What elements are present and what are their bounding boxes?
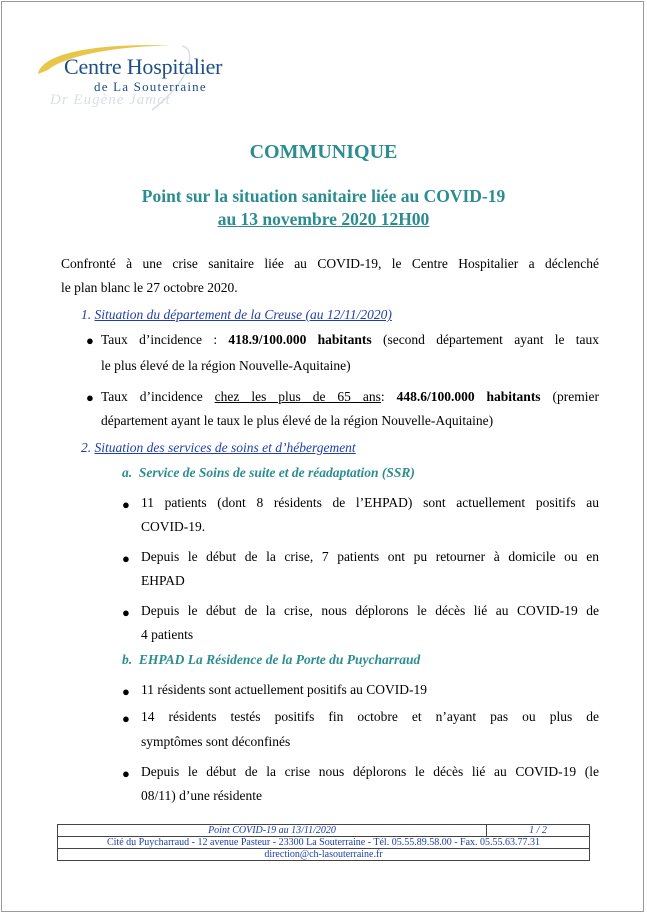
ehpad-item3-line1: Depuis le début de la crise nous déplorons le décès lié au COVID-19 (le [141,764,599,779]
logo-signature: Dr Eugène Jamot [50,92,171,108]
logo-location: de La Souterraine [94,79,207,94]
section1-heading [81,307,392,323]
ehpad-item1-line1: 11 résidents sont actuellement positifs au COVID-19 [141,682,427,697]
intro-line1: Confronté à une crise sanitaire liée au COVID-19, le Centre Hospitalier a déclenché [61,256,599,271]
hospital-logo [32,40,232,115]
footer-address: Cité du Puycharraud - 12 avenue Pasteur - 23300 La Souterraine - Tél. 05.55.89.58.00 - Fax. 05.55.63.77.31 [58,837,590,849]
intro-line2: le plan blanc le 27 octobre 2020. [61,280,238,295]
bullet-dot: ● [122,766,130,781]
logo-name: Centre Hospitalier [64,54,223,79]
bullet-dot: ● [122,605,130,620]
bullet-dot: ● [86,390,94,405]
bullet-dot: ● [122,551,130,566]
ssr-item2-line2: EHPAD [141,573,185,588]
page-title: COMMUNIQUE [249,141,398,163]
footer-email: direction@ch-lasouterraine.fr [58,849,590,861]
section2-heading [81,440,356,456]
bullet-dot: ● [122,497,130,512]
incidence-value: 418.9/100.000 habitants [228,332,372,347]
subsection-a-heading: a. Service de Soins de suite et de réadaptation (SSR) [122,465,415,480]
incidence-65-value: 448.6/100.000 habitants [396,389,541,404]
section1-bullet1-line2: le plus élevé de la région Nouvelle-Aquitaine) [101,358,351,373]
subtitle-line1: Point sur la situation sanitaire liée au COVID-19 [141,186,506,206]
bullet-dot: ● [86,333,94,348]
bullet-dot: ● [122,684,130,699]
ehpad-item3-line2: 08/11) d’une résidente [141,788,262,803]
subtitle-line2: au 13 novembre 2020 12H00 [217,209,430,229]
subsection-b-heading: b. EHPAD La Résidence de la Porte du Puycharraud [122,652,421,667]
ssr-item3-line2: 4 patients [141,627,194,642]
bullet-dot: ● [122,711,130,726]
ehpad-item2-line2: symptômes sont déconfinés [141,734,291,749]
footer-doc-title: Point COVID-19 au 13/11/2020 [58,825,487,837]
ssr-item1-line2: COVID-19. [141,519,206,534]
section2-number: 2. [81,440,92,455]
ssr-item3-line1: Depuis le début de la crise, nous déplorons le décès lié au COVID-19 de [141,603,599,618]
section1-number: 1. [81,307,92,322]
ssr-item1-line1: 11 patients (dont 8 résidents de l’EHPAD) sont actuellement positifs au [141,495,599,510]
ehpad-item2-line1: 14 résidents testés positifs fin octobre et n’ayant pas ou plus de [141,709,599,724]
section1-bullet2-line2: département ayant le taux le plus élevé de la région Nouvelle-Aquitaine) [101,413,494,428]
footer-table [57,824,590,861]
footer-page-number: 1 / 2 [487,825,590,837]
section1-bullet1-line1: Taux d’incidence : 418.9/100.000 habitants (second département ayant le taux [101,332,599,347]
section1-heading-text: Situation du département de la Creuse (au 12/11/2020) [94,307,392,322]
section1-bullet2-line1: Taux d’incidence chez les plus de 65 ans: 448.6/100.000 habitants (premier [101,389,599,404]
section2-heading-text: Situation des services de soins et d’hébergement [94,440,356,455]
ssr-item2-line1: Depuis le début de la crise, 7 patients ont pu retourner à domicile ou en [141,549,599,564]
